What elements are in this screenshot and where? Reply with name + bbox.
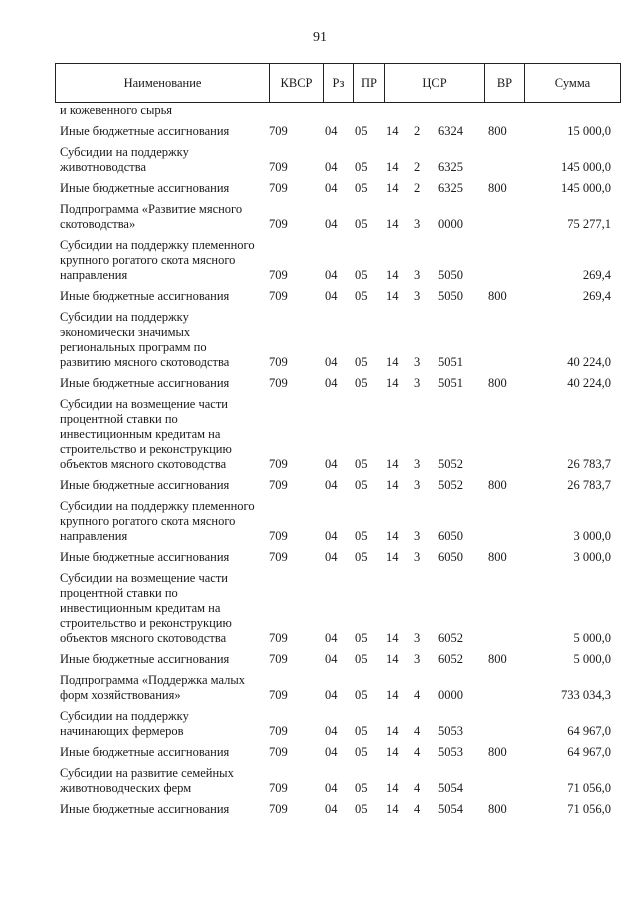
cell-pr: 05 [355,529,368,543]
cell-name-line: Субсидии на поддержку [60,310,189,324]
cell-name [55,202,265,232]
table-row [55,802,621,817]
cell-vr: 800 [488,652,507,666]
cell-csr-subprogram: 3 [414,550,421,564]
column-header-kvsr: КВСР [270,64,324,102]
cell-sum: 26 783,7 [567,457,611,471]
cell-csr-subprogram: 3 [414,631,421,645]
cell-kvsr: 709 [269,268,288,282]
cell-vr: 800 [488,802,507,816]
cell-rz: 04 [325,355,338,369]
cell-csr-code: 5051 [438,355,463,369]
cell-name [55,766,265,796]
cell-vr: 800 [488,376,507,390]
cell-name [55,124,265,139]
cell-csr-program: 14 [386,376,399,390]
cell-name-line: Субсидии на возмещение части [60,397,228,411]
cell-kvsr: 709 [269,631,288,645]
table-row [55,766,621,796]
cell-name-line: Субсидии на поддержку [60,709,189,723]
cell-pr: 05 [355,724,368,738]
cell-rz: 04 [325,781,338,795]
cell-csr-code: 5051 [438,376,463,390]
cell-sum: 269,4 [582,268,611,282]
cell-csr-subprogram: 3 [414,289,421,303]
cell-csr-program: 14 [386,355,399,369]
cell-name [55,673,265,703]
cell-name-line: экономически значимых [60,325,191,339]
column-header-pr: ПР [354,64,385,102]
table-row [55,673,621,703]
cell-rz: 04 [325,289,338,303]
cell-csr-program: 14 [386,652,399,666]
cell-csr-program: 14 [386,181,399,195]
cell-pr: 05 [355,289,368,303]
cell-name-line: начинающих фермеров [60,724,184,738]
cell-sum: 71 056,0 [567,802,611,816]
cell-name-line: объектов мясного скотоводства [60,631,227,645]
table-row [55,103,621,118]
cell-csr-code: 6325 [438,160,463,174]
cell-rz: 04 [325,478,338,492]
cell-kvsr: 709 [269,652,288,666]
cell-csr-subprogram: 2 [414,124,421,138]
cell-name-line: крупного рогатого скота мясного [60,253,236,267]
cell-csr-subprogram: 3 [414,652,421,666]
cell-kvsr: 709 [269,781,288,795]
cell-csr-code: 5052 [438,457,463,471]
cell-sum: 64 967,0 [567,724,611,738]
cell-csr-code: 0000 [438,217,463,231]
cell-kvsr: 709 [269,160,288,174]
cell-name [55,289,265,304]
cell-kvsr: 709 [269,478,288,492]
cell-csr-program: 14 [386,781,399,795]
cell-csr-subprogram: 2 [414,160,421,174]
table-row [55,376,621,391]
cell-name [55,571,265,646]
cell-name-line: Иные бюджетные ассигнования [60,124,230,138]
cell-csr-code: 5052 [438,478,463,492]
cell-kvsr: 709 [269,802,288,816]
cell-sum: 26 783,7 [567,478,611,492]
cell-pr: 05 [355,781,368,795]
cell-name-line: Субсидии на развитие семейных [60,766,234,780]
cell-name-line: объектов мясного скотоводства [60,457,227,471]
cell-name-line: процентной ставки по [60,412,178,426]
cell-vr: 800 [488,289,507,303]
table-row [55,124,621,139]
cell-csr-code: 5050 [438,268,463,282]
cell-rz: 04 [325,457,338,471]
cell-name-line: строительство и реконструкцию [60,442,232,456]
cell-name-line: Иные бюджетные ассигнования [60,181,230,195]
cell-pr: 05 [355,355,368,369]
cell-rz: 04 [325,268,338,282]
cell-kvsr: 709 [269,355,288,369]
cell-sum: 15 000,0 [567,124,611,138]
cell-pr: 05 [355,160,368,174]
cell-csr-code: 5054 [438,781,463,795]
cell-csr-code: 6050 [438,550,463,564]
cell-sum: 733 034,3 [561,688,611,702]
table-body [55,103,621,817]
cell-kvsr: 709 [269,124,288,138]
cell-pr: 05 [355,217,368,231]
cell-pr: 05 [355,457,368,471]
cell-csr-code: 5053 [438,745,463,759]
cell-csr-code: 6050 [438,529,463,543]
table-row [55,745,621,760]
cell-kvsr: 709 [269,688,288,702]
cell-name-line: форм хозяйствования» [60,688,181,702]
cell-csr-program: 14 [386,217,399,231]
cell-csr-program: 14 [386,478,399,492]
cell-csr-program: 14 [386,550,399,564]
column-header-csr: ЦСР [385,64,485,102]
cell-pr: 05 [355,802,368,816]
cell-pr: 05 [355,478,368,492]
cell-name [55,550,265,565]
cell-rz: 04 [325,631,338,645]
table-row [55,652,621,667]
cell-csr-program: 14 [386,529,399,543]
page-number: 91 [313,30,327,45]
cell-name-line: Иные бюджетные ассигнования [60,745,230,759]
cell-sum: 145 000,0 [561,181,611,195]
cell-csr-program: 14 [386,160,399,174]
cell-csr-code: 6052 [438,652,463,666]
cell-name-line: Субсидии на поддержку племенного [60,499,255,513]
cell-name-line: направления [60,268,128,282]
cell-rz: 04 [325,550,338,564]
table-row [55,238,621,283]
cell-name [55,238,265,283]
cell-name-line: крупного рогатого скота мясного [60,514,236,528]
cell-kvsr: 709 [269,550,288,564]
cell-name-line: Подпрограмма «Развитие мясного [60,202,243,216]
cell-kvsr: 709 [269,745,288,759]
cell-sum: 5 000,0 [573,652,611,666]
cell-name-line: Иные бюджетные ассигнования [60,802,230,816]
cell-rz: 04 [325,745,338,759]
cell-name-line: развитию мясного скотоводства [60,355,230,369]
cell-pr: 05 [355,688,368,702]
cell-name-line: животноводства [60,160,146,174]
cell-csr-program: 14 [386,268,399,282]
cell-pr: 05 [355,376,368,390]
cell-name-line: Субсидии на поддержку [60,145,189,159]
cell-csr-code: 6052 [438,631,463,645]
cell-csr-program: 14 [386,688,399,702]
table-row [55,289,621,304]
cell-csr-subprogram: 3 [414,268,421,282]
cell-rz: 04 [325,217,338,231]
cell-rz: 04 [325,376,338,390]
cell-rz: 04 [325,688,338,702]
cell-rz: 04 [325,652,338,666]
cell-sum: 3 000,0 [573,550,611,564]
cell-kvsr: 709 [269,217,288,231]
cell-csr-code: 0000 [438,688,463,702]
cell-name [55,376,265,391]
cell-name-line: Субсидии на поддержку племенного [60,238,255,252]
cell-kvsr: 709 [269,529,288,543]
cell-kvsr: 709 [269,289,288,303]
cell-name [55,499,265,544]
cell-kvsr: 709 [269,181,288,195]
cell-rz: 04 [325,724,338,738]
cell-sum: 75 277,1 [567,217,611,231]
cell-name [55,802,265,817]
column-header-vr: ВР [485,64,525,102]
table-row [55,397,621,472]
cell-name [55,145,265,175]
cell-vr: 800 [488,745,507,759]
cell-vr: 800 [488,181,507,195]
cell-kvsr: 709 [269,457,288,471]
cell-csr-subprogram: 4 [414,802,421,816]
cell-name-line: направления [60,529,128,543]
cell-pr: 05 [355,268,368,282]
cell-sum: 145 000,0 [561,160,611,174]
table-row [55,478,621,493]
cell-sum: 40 224,0 [567,355,611,369]
cell-name-line: Иные бюджетные ассигнования [60,376,230,390]
table-row [55,499,621,544]
cell-csr-subprogram: 3 [414,478,421,492]
cell-csr-code: 6324 [438,124,463,138]
table-row [55,145,621,175]
cell-name [55,103,265,118]
cell-csr-subprogram: 3 [414,355,421,369]
cell-rz: 04 [325,124,338,138]
cell-name-line: Иные бюджетные ассигнования [60,550,230,564]
cell-vr: 800 [488,124,507,138]
table-row [55,550,621,565]
cell-pr: 05 [355,631,368,645]
cell-csr-code: 5053 [438,724,463,738]
cell-name-line: региональных программ по [60,340,207,354]
cell-rz: 04 [325,160,338,174]
cell-csr-program: 14 [386,289,399,303]
cell-sum: 269,4 [582,289,611,303]
cell-csr-subprogram: 4 [414,724,421,738]
cell-csr-program: 14 [386,724,399,738]
cell-name-line: и кожевенного сырья [60,103,173,117]
cell-csr-subprogram: 3 [414,457,421,471]
cell-csr-subprogram: 3 [414,376,421,390]
cell-csr-program: 14 [386,631,399,645]
cell-sum: 40 224,0 [567,376,611,390]
cell-csr-subprogram: 3 [414,217,421,231]
cell-vr: 800 [488,478,507,492]
cell-csr-code: 6325 [438,181,463,195]
cell-name-line: животноводческих ферм [60,781,192,795]
cell-rz: 04 [325,529,338,543]
cell-name-line: Иные бюджетные ассигнования [60,289,230,303]
cell-name [55,310,265,370]
cell-sum: 71 056,0 [567,781,611,795]
cell-csr-subprogram: 4 [414,781,421,795]
cell-name-line: Иные бюджетные ассигнования [60,478,230,492]
table-row [55,181,621,196]
cell-name-line: инвестиционным кредитам на [60,601,221,615]
cell-name-line: скотоводства» [60,217,136,231]
cell-csr-subprogram: 3 [414,529,421,543]
cell-name [55,709,265,739]
cell-csr-code: 5054 [438,802,463,816]
table-row [55,310,621,370]
cell-rz: 04 [325,181,338,195]
cell-csr-program: 14 [386,457,399,471]
cell-pr: 05 [355,550,368,564]
table-row [55,571,621,646]
cell-name-line: инвестиционным кредитам на [60,427,221,441]
table-header [55,63,621,103]
cell-csr-program: 14 [386,124,399,138]
table-row [55,709,621,739]
column-header-rz: Рз [324,64,354,102]
cell-pr: 05 [355,124,368,138]
cell-kvsr: 709 [269,376,288,390]
cell-name [55,397,265,472]
cell-vr: 800 [488,550,507,564]
cell-name-line: строительство и реконструкцию [60,616,232,630]
cell-csr-program: 14 [386,745,399,759]
cell-pr: 05 [355,745,368,759]
cell-name [55,745,265,760]
cell-sum: 5 000,0 [573,631,611,645]
column-header-name: Наименование [56,64,270,102]
cell-csr-subprogram: 2 [414,181,421,195]
cell-name [55,478,265,493]
cell-pr: 05 [355,652,368,666]
cell-sum: 3 000,0 [573,529,611,543]
cell-sum: 64 967,0 [567,745,611,759]
column-header-sum: Сумма [554,75,591,90]
table-row [55,202,621,232]
cell-name-line: процентной ставки по [60,586,178,600]
cell-name-line: Подпрограмма «Поддержка малых [60,673,246,687]
cell-name-line: Иные бюджетные ассигнования [60,652,230,666]
cell-name [55,181,265,196]
cell-csr-subprogram: 4 [414,745,421,759]
cell-rz: 04 [325,802,338,816]
cell-name-line: Субсидии на возмещение части [60,571,228,585]
cell-csr-code: 5050 [438,289,463,303]
cell-pr: 05 [355,181,368,195]
cell-kvsr: 709 [269,724,288,738]
cell-csr-subprogram: 4 [414,688,421,702]
cell-csr-program: 14 [386,802,399,816]
cell-name [55,652,265,667]
